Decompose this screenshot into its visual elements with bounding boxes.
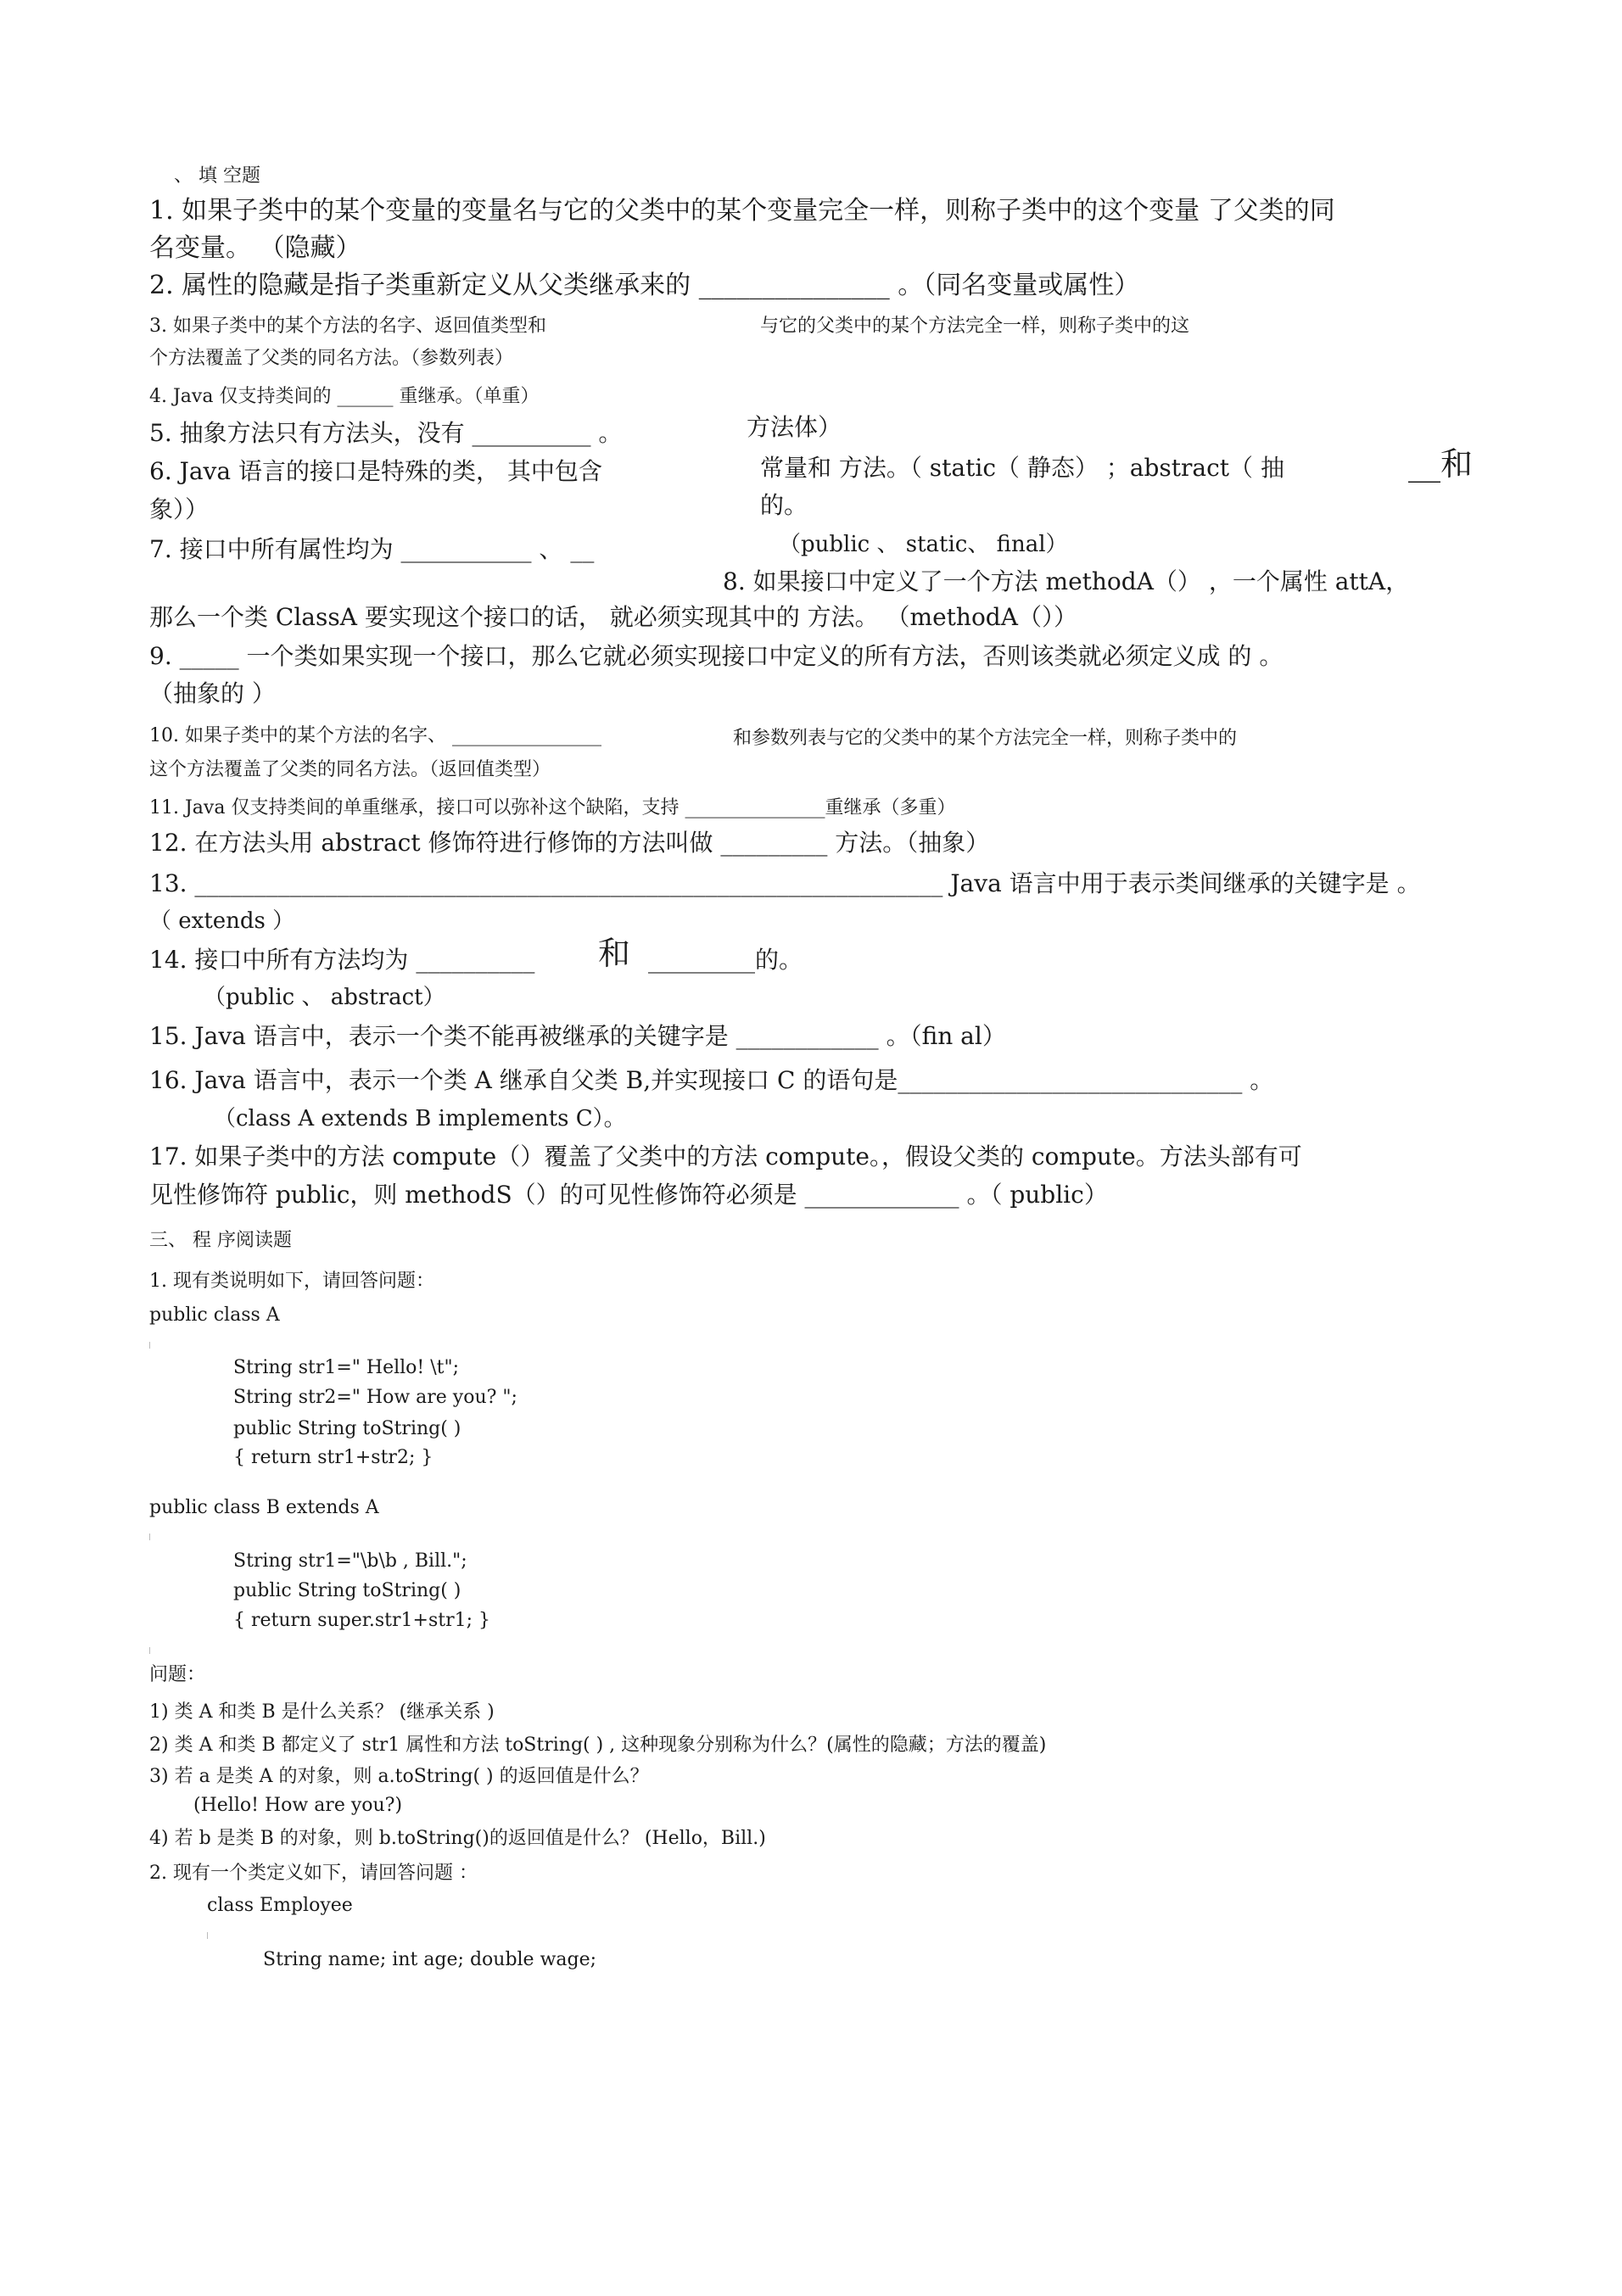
section-heading-program-reading: 三、 程 序阅读题 (149, 1230, 292, 1251)
code-line: { return super.str1+str1; } (233, 1610, 490, 1631)
code-line: String str1="\b\b , Bill."; (233, 1550, 467, 1572)
question-8-line-2: 那么一个类 ClassA 要实现这个接口的话， 就必须实现其中的 方法。 （methodA（）） (149, 603, 1077, 631)
question-3-left: 3. 如果子类中的某个方法的名字、返回值类型和 (149, 316, 546, 337)
brace-mark (149, 1533, 150, 1540)
code-line: public class B extends A (149, 1497, 379, 1518)
sub-question-3: 3) 若 a 是类 A 的对象，则 a.toString( ) 的返回值是什么？ (149, 1766, 649, 1787)
question-7-left: 7. 接口中所有属性均为 ___________ 、 __ (149, 535, 595, 563)
question-6-line-2-left: 象）） (149, 495, 210, 523)
question-15: 15. Java 语言中，表示一个类不能再被继承的关键字是 ____________ 。（fin al） (149, 1022, 1006, 1050)
code-line: public class A (149, 1304, 280, 1326)
sub-question-1: 1) 类 A 和类 B 是什么关系？ (继承关系 ) (149, 1701, 495, 1723)
question-1-line-2: 名变量。 （隐藏） (149, 233, 361, 263)
question-8-line-1: 8. 如果接口中定义了一个方法 methodA（） ，一个属性 attA， (723, 567, 1410, 595)
question-6-right: 常量和 方法。（ static（ 静态） ；abstract（ 抽 (760, 454, 1284, 482)
code-line: String name; int age; double wage; (263, 1949, 597, 1970)
question-6-left: 6. Java 语言的接口是特殊的类， 其中包含 (149, 457, 602, 485)
question-4: 4. Java 仅支持类间的 ______ 重继承。（单重） (149, 386, 540, 407)
question-7-right: （public 、 static、 final） (779, 532, 1068, 557)
question-9-line-1: 9. _____ 一个类如果实现一个接口，那么它就必须实现接口中定义的所有方法，否则该类就必须定义成 的 。 (149, 642, 1284, 670)
code-line: { return str1+str2; } (233, 1447, 433, 1468)
question-14-he: 和 (598, 935, 631, 972)
code-line: public String toString( ) (233, 1418, 461, 1439)
question-16-line-2: （class A extends B implements C）。 (214, 1106, 626, 1131)
question-13-line-1: 13. _______________________________________________________________ Java 语言中用于表示类间继承的关键字是 。 (149, 869, 1421, 897)
code-line: String str1=" Hello! \t"; (233, 1357, 460, 1378)
question-1-line-1: 1. 如果子类中的某个变量的变量名与它的父类中的某个变量完全一样，则称子类中的这个变量 了父类的同 (149, 196, 1335, 226)
section-heading-fill-blank: 、 填 空题 (174, 165, 260, 187)
question-13-line-2: （ extends ） (149, 908, 295, 934)
code-line: public String toString( ) (233, 1580, 461, 1601)
question-14-left: 14. 接口中所有方法均为 __________ (149, 946, 535, 974)
questions-label: 问题： (149, 1664, 206, 1685)
sub-question-2: 2) 类 A 和类 B 都定义了 str1 属性和方法 toString( ) , 这种现象分别称为什么？(属性的隐藏；方法的覆盖) (149, 1735, 1047, 1756)
question-5-right: 方法体） (747, 413, 842, 441)
question-10-right: 和参数列表与它的父类中的某个方法完全一样，则称子类中的 (733, 728, 1238, 749)
code-line: String str2=" How are you? "; (233, 1387, 517, 1408)
brace-mark (149, 1647, 150, 1654)
question-3-line-2: 个方法覆盖了父类的同名方法。（参数列表） (149, 348, 514, 369)
brace-mark (207, 1932, 208, 1939)
question-3-right: 与它的父类中的某个方法完全一样，则称子类中的这 (760, 316, 1190, 337)
sub-question-3-answer: (Hello! How are you?) (193, 1795, 403, 1816)
question-12: 12. 在方法头用 abstract 修饰符进行修饰的方法叫做 _________ 方法。（抽象） (149, 829, 990, 857)
question-5-left: 5. 抽象方法只有方法头，没有 __________ 。 (149, 419, 623, 447)
brace-mark (149, 1342, 150, 1349)
question-16-line-1: 16. Java 语言中，表示一个类 A 继承自父类 B,并实现接口 C 的语句是_____________________________ 。 (149, 1066, 1274, 1094)
question-10-line-2: 这个方法覆盖了父类的同名方法。（返回值类型） (149, 759, 551, 780)
program-2-intro: 2. 现有一个类定义如下，请回答问题 ： (149, 1863, 478, 1884)
program-1-intro: 1. 现有类说明如下，请回答问题： (149, 1271, 434, 1292)
question-2: 2. 属性的隐藏是指子类重新定义从父类继承来的 _______________ 。（同名变量或属性） (149, 271, 1140, 300)
code-line: class Employee (207, 1895, 353, 1916)
question-11: 11. Java 仅支持类间的单重继承，接口可以弥补这个缺陷，支持 _______________重继承（多重） (149, 797, 956, 818)
question-10-left: 10. 如果子类中的某个方法的名字、 ________________ (149, 725, 601, 746)
question-9-line-2: （抽象的 ） (149, 679, 276, 707)
question-17-line-1: 17. 如果子类中的方法 compute（）覆盖了父类中的方法 compute。，假设父类的 compute。方法头部有可 (149, 1142, 1302, 1170)
question-17-line-2: 见性修饰符 public，则 methodS（）的可见性修饰符必须是 _____________ 。（ public） (149, 1181, 1108, 1209)
question-14-right: _________的。 (648, 946, 803, 974)
question-6-line-2-right: 的。 (760, 491, 808, 519)
question-6-he: __和 (1408, 445, 1474, 483)
question-14-line-2: （public 、 abstract） (204, 985, 445, 1010)
sub-question-4: 4) 若 b 是类 B 的对象，则 b.toString()的返回值是什么？ (Hello，Bill.) (149, 1828, 766, 1849)
